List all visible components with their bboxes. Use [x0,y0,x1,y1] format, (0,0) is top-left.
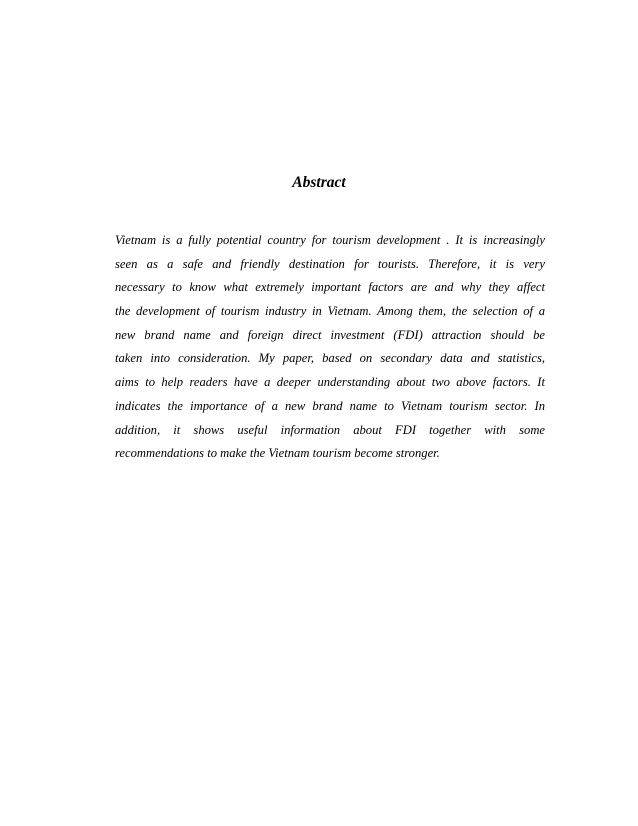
abstract-line: taken into consideration. My paper, based on secondary data and statistics, [115,351,545,366]
abstract-line: indicates the importance of a new brand name to Vietnam tourism sector. In [115,398,545,413]
abstract-title: Abstract [292,174,346,191]
abstract-line: addition, it shows useful information about FDI together with some [115,422,545,437]
abstract-line: recommendations to make the Vietnam tourism become stronger. [115,446,440,461]
abstract-line: the development of tourism industry in Vietnam. Among them, the selection of a [115,304,545,319]
abstract-line: new brand name and foreign direct investment (FDI) attraction should be [115,327,545,342]
abstract-line: aims to help readers have a deeper understanding about two above factors. It [115,375,545,390]
abstract-line: Vietnam is a fully potential country for tourism development . It is increasingly [115,233,545,247]
abstract-line: necessary to know what extremely important factors are and why they affect [115,280,545,295]
abstract-body [115,229,545,466]
abstract-line: seen as a safe and friendly destination for tourists. Therefore, it is very [115,256,545,271]
